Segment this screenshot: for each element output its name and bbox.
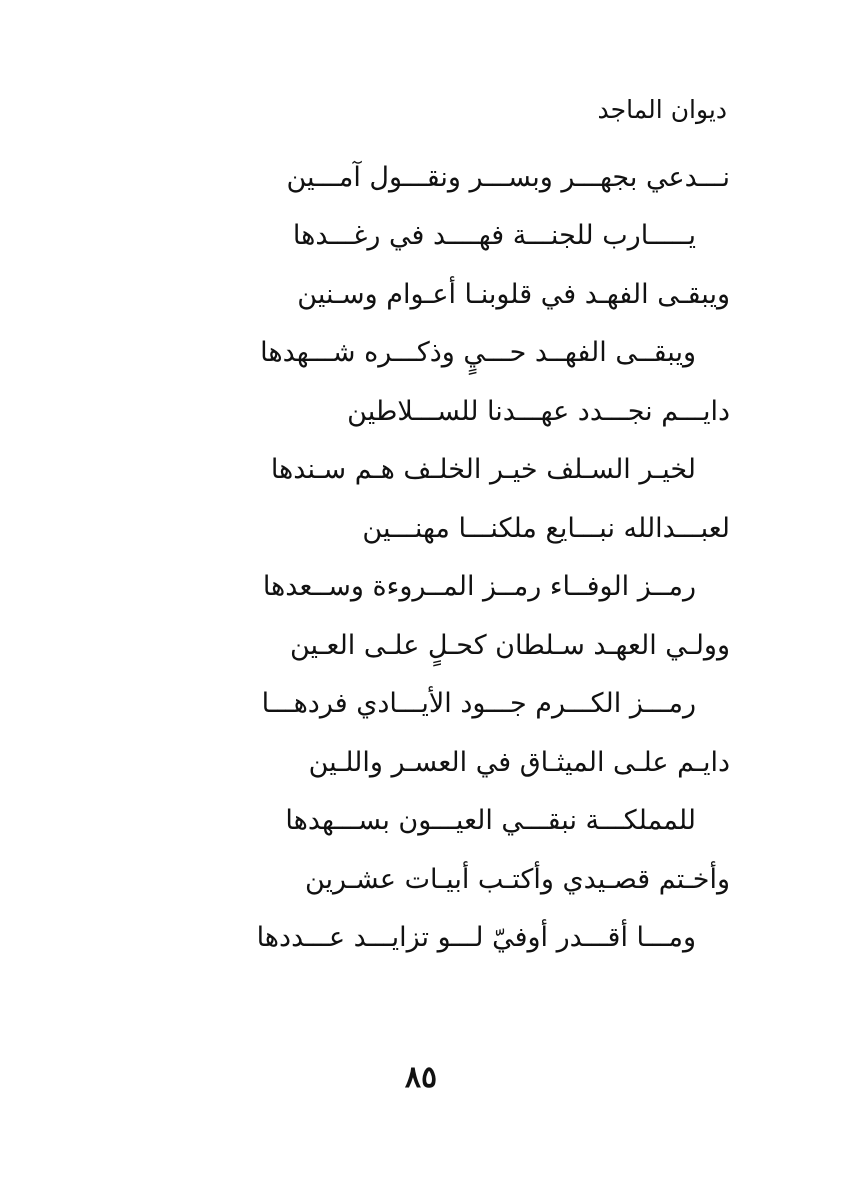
verse-line-11: دايـم علـى الميثـاق في العسـر واللـين xyxy=(308,746,730,778)
verse-line-12: للمملكـــة نبقـــي العيـــون بســـهدها xyxy=(285,805,696,837)
verse-line-8: رمــز الوفــاء رمــز المــروءة وســعدها xyxy=(262,571,696,603)
verse-line-6: لخيـر السـلف خيـر الخلـف هـم سـندها xyxy=(270,454,696,486)
poem-verses xyxy=(110,148,730,967)
page-number: ٨٥ xyxy=(404,1060,438,1095)
verse-line-5: دايـــم نجـــدد عهـــدنا للســـلاطين xyxy=(347,395,730,427)
verse-line-9: وولـي العهـد سـلطان كحـلٍ علـى العـين xyxy=(289,629,730,661)
verse-line-2: يـــــارب للجنـــة فهــــد في رغـــدها xyxy=(292,220,696,252)
running-header: ديوان الماجد xyxy=(597,95,727,124)
verse-line-1: نـــدعي بجهـــر وبســـر ونقـــول آمـــين xyxy=(286,161,730,193)
verse-line-13: وأخـتم قصـيدي وأكتـب أبيـات عشـرين xyxy=(304,863,730,895)
verse-line-7: لعبـــدالله نبـــايع ملكنـــا مهنـــين xyxy=(362,512,730,544)
verse-line-4: ويبقــى الفهــد حـــيٍ وذكـــره شـــهدها xyxy=(260,337,696,369)
verse-line-3: ويبقـى الفهـد في قلوبنـا أعـوام وسـنين xyxy=(297,278,730,310)
verse-line-10: رمـــز الكـــرم جـــود الأيـــادي فردهـــا xyxy=(261,688,696,720)
verse-line-14: ومـــا أقـــدر أوفيّ لـــو تزايـــد عـــددها xyxy=(256,922,696,954)
